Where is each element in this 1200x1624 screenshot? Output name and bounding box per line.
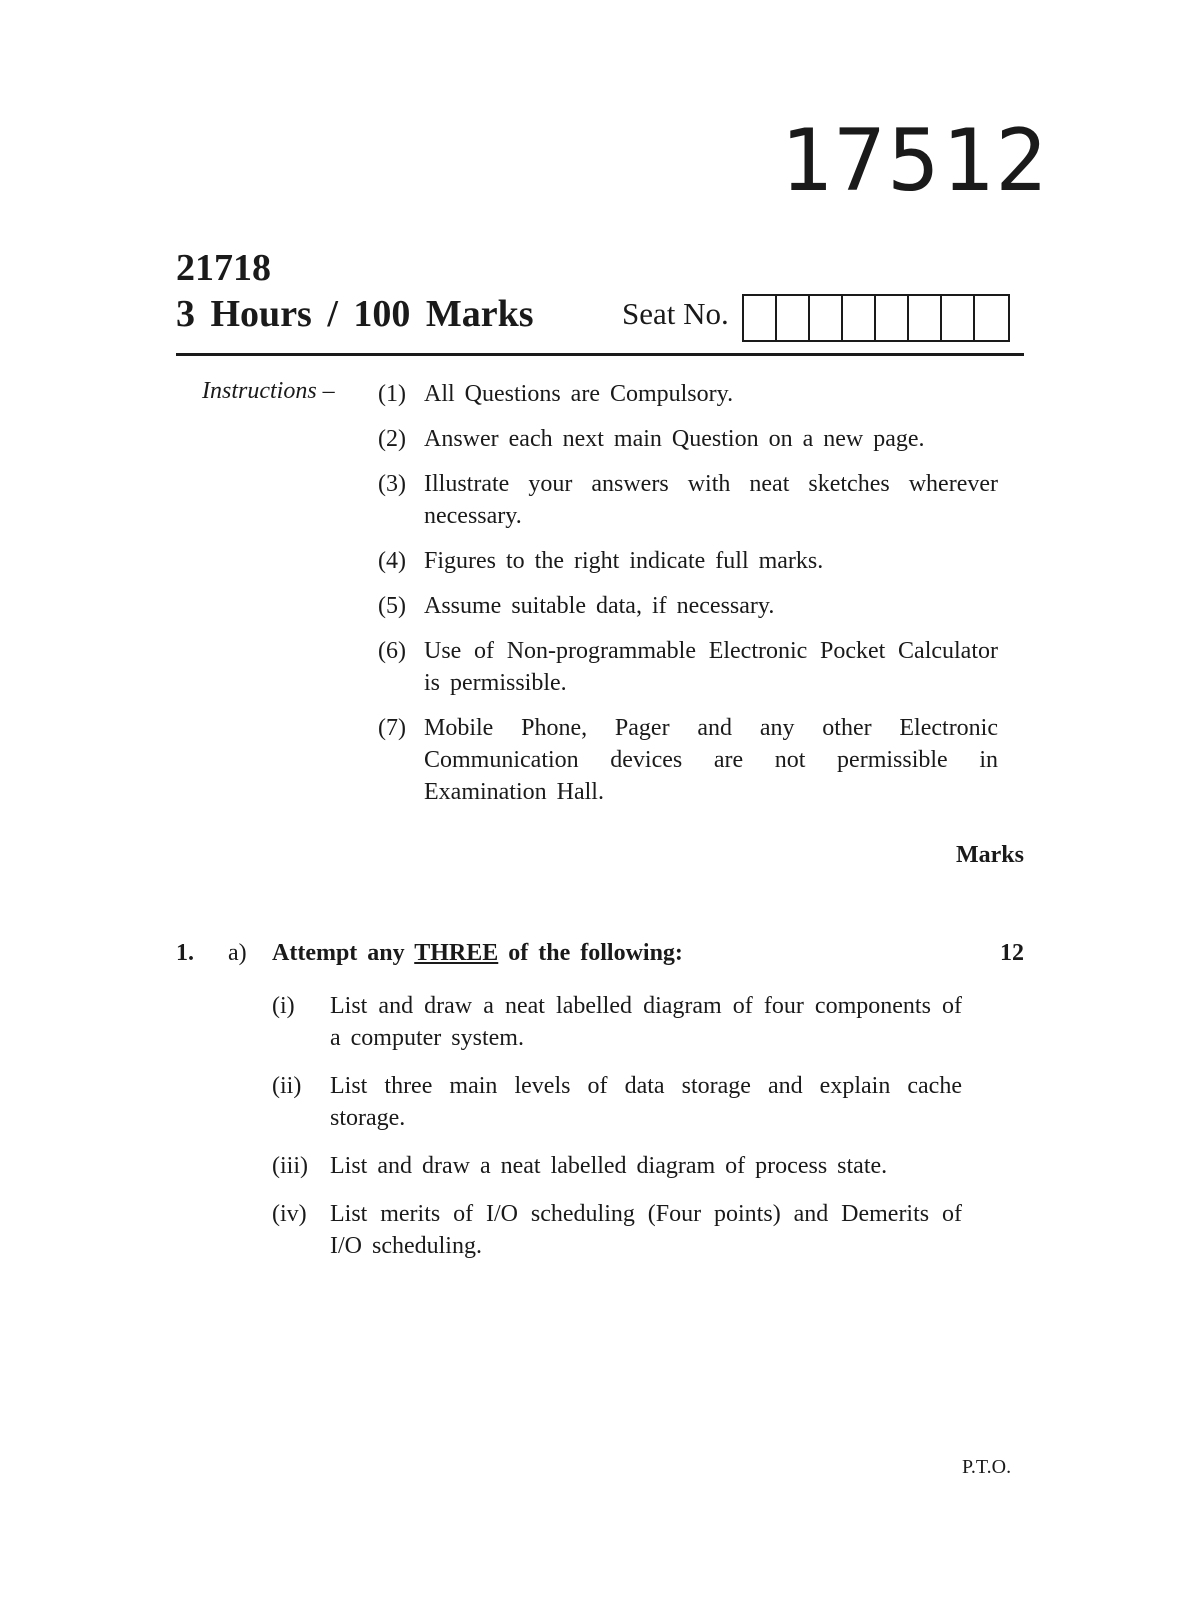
instruction-number: (4) [378,548,406,574]
header-divider [176,353,1024,356]
instruction-text: Figures to the right indicate full marks. [424,548,824,574]
sub-question-number: (iv) [272,1201,307,1227]
instruction-item [378,545,998,577]
instruction-item [378,468,998,532]
instruction-number: (6) [378,638,406,664]
question-title [272,940,683,967]
duration-marks: 3 Hours / 100 Marks [176,293,534,335]
instruction-number: (3) [378,471,406,497]
instruction-text: Answer each next main Question on a new page. [424,426,925,452]
seat-number-box[interactable] [975,296,1008,340]
paper-code: 21718 [176,247,271,289]
seat-number-box[interactable] [810,296,843,340]
seat-number-box[interactable] [777,296,810,340]
instructions-list [378,378,998,821]
seat-number-boxes[interactable] [742,294,1010,342]
sub-question-number: (ii) [272,1073,302,1099]
seat-number-label: Seat No. [622,296,729,331]
instruction-item [378,423,998,455]
instruction-number: (7) [378,715,406,741]
please-turn-over: P.T.O. [962,1456,1012,1478]
seat-number-box[interactable] [942,296,975,340]
seat-number-box[interactable] [909,296,942,340]
question-title-post: of the following: [508,940,683,966]
seat-number-box[interactable] [843,296,876,340]
sub-question-number: (i) [272,993,295,1019]
sub-question [272,990,962,1054]
sub-question-text: List merits of I/O scheduling (Four points) and Demerits of I/O scheduling. [330,1201,962,1259]
instruction-item [378,590,998,622]
instruction-text: Illustrate your answers with neat sketches wherever necessary. [424,471,998,529]
sub-question [272,1198,962,1262]
sub-question-text: List and draw a neat labelled diagram of four components of a computer system. [330,993,962,1051]
question-title-pre: Attempt any [272,940,405,966]
sub-question-text: List and draw a neat labelled diagram of process state. [330,1153,888,1179]
subject-code: 17512 [780,111,1049,211]
seat-number-box[interactable] [744,296,777,340]
sub-question [272,1070,962,1134]
question-title-emphasis: THREE [414,940,499,966]
question-marks: 12 [1000,940,1024,966]
question-sub-letter: a) [228,940,247,966]
instruction-text: Assume suitable data, if necessary. [424,593,775,619]
instructions-label: Instructions – [202,378,335,404]
seat-number-box[interactable] [876,296,909,340]
instruction-number: (5) [378,593,406,619]
instruction-item [378,712,998,808]
sub-question-list [272,990,962,1278]
marks-column-header: Marks [956,842,1024,868]
instruction-text: Use of Non-programmable Electronic Pocket Calculator is permissible. [424,638,998,696]
instruction-text: Mobile Phone, Pager and any other Electronic Communication devices are not permissible in Examination Hall. [424,715,998,805]
instruction-item [378,378,998,410]
sub-question [272,1150,962,1182]
instruction-number: (1) [378,381,406,407]
sub-question-text: List three main levels of data storage and explain cache storage. [330,1073,962,1131]
sub-question-number: (iii) [272,1153,308,1179]
instruction-number: (2) [378,426,406,452]
instruction-text: All Questions are Compulsory. [424,381,734,407]
instruction-item [378,635,998,699]
question-number: 1. [176,940,194,966]
